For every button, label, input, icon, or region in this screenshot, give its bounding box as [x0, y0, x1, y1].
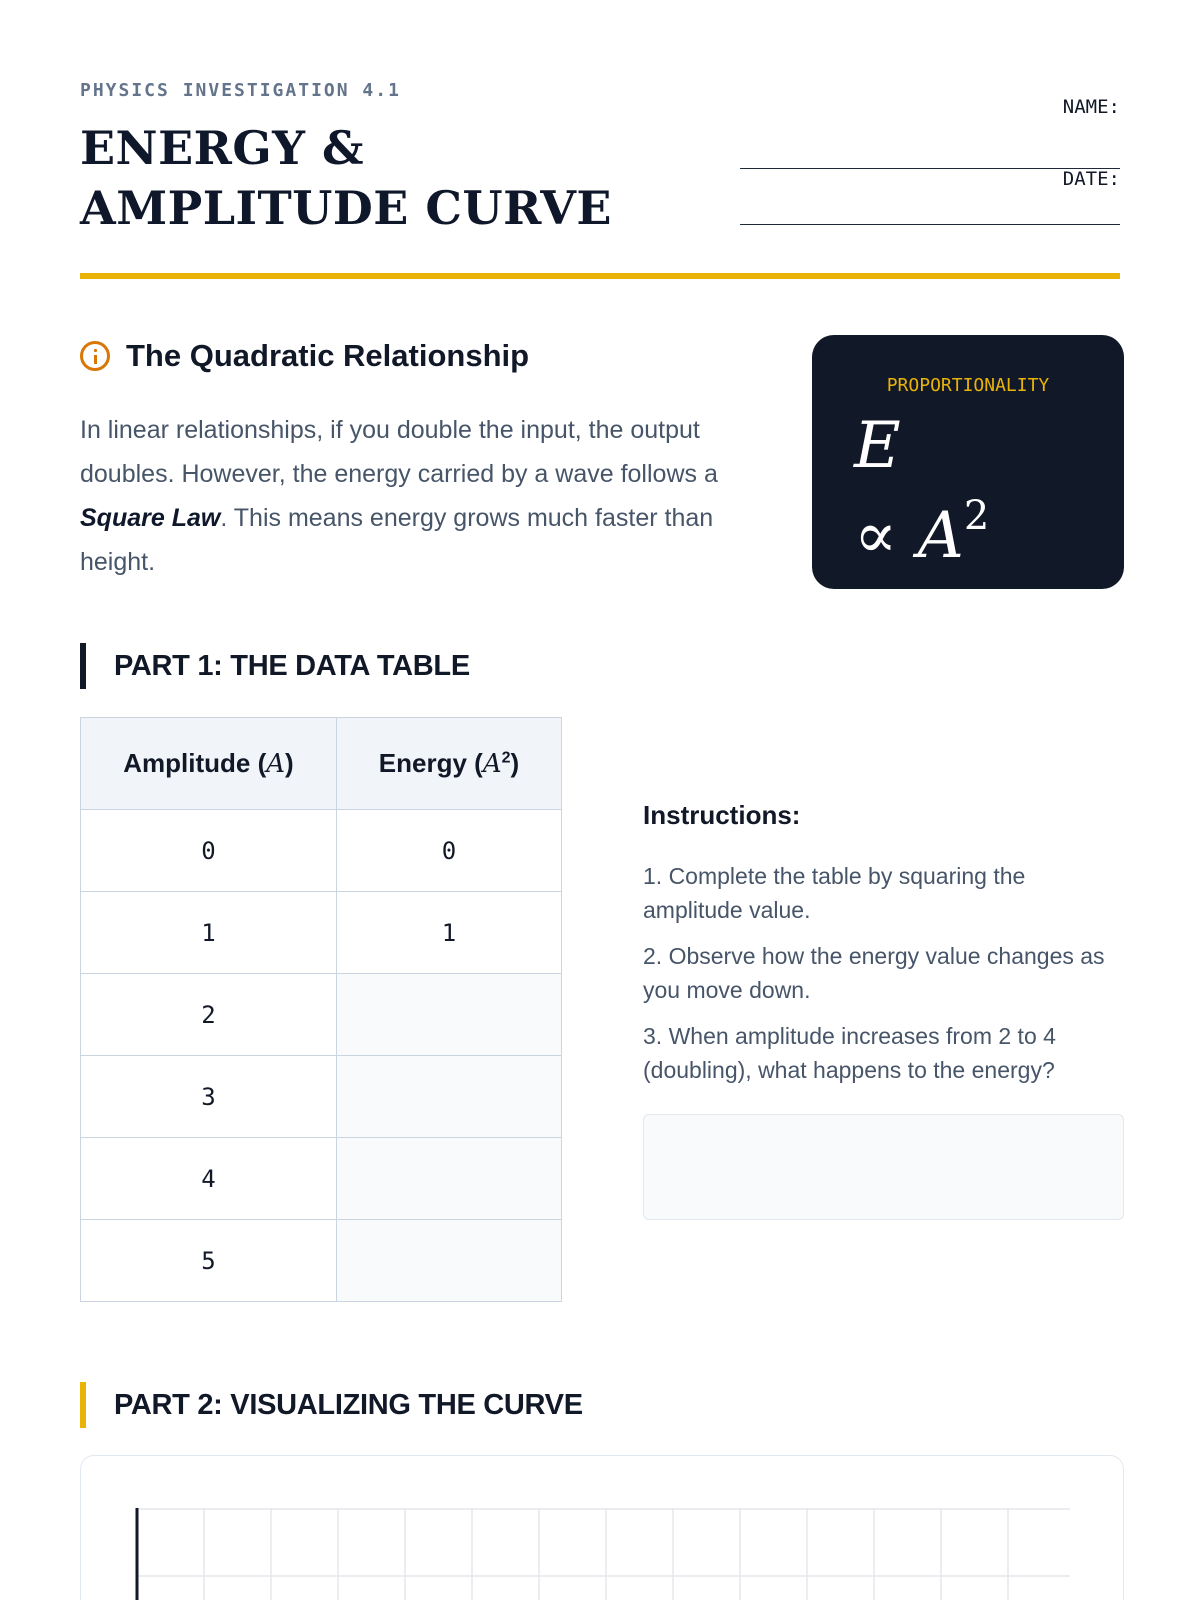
graph-grid[interactable] — [135, 1508, 1070, 1600]
table-row — [81, 974, 562, 1056]
date-field[interactable] — [740, 168, 1120, 224]
formula-proportional-symbol: ∝ — [854, 499, 898, 573]
part2-title: PART 2: VISUALIZING THE CURVE — [114, 1388, 583, 1421]
instructions-title: Instructions: — [643, 800, 801, 830]
energy-header-close: ) — [510, 748, 520, 778]
part2-heading — [80, 1382, 583, 1428]
page-title: ENERGY & AMPLITUDE CURVE — [80, 121, 612, 235]
intro-text-end: . This means energy grows much faster than height. — [80, 504, 714, 576]
intro-emphasis: Square Law — [80, 504, 221, 532]
name-label: NAME: — [1062, 96, 1120, 118]
table-row — [81, 1056, 562, 1138]
instructions-panel — [643, 800, 1123, 1099]
energy-header-exp: 2 — [501, 749, 511, 767]
intro-title: The Quadratic Relationship — [126, 338, 530, 373]
investigation-kicker: PHYSICS INVESTIGATION 4.1 — [80, 80, 401, 101]
amplitude-cell: 4 — [81, 1138, 337, 1220]
table-row — [81, 1220, 562, 1302]
worksheet-header — [80, 80, 1120, 280]
proportionality-card — [812, 335, 1124, 589]
formula-amplitude: A — [917, 499, 964, 573]
data-table — [80, 717, 562, 1302]
table-row — [81, 810, 562, 892]
intro-text-start: In linear relationships, if you double the input, the output doubles. However, the energy carried by a wave follows a — [80, 416, 718, 488]
amplitude-cell: 1 — [81, 892, 337, 974]
answer-box[interactable] — [643, 1114, 1124, 1220]
energy-input-cell[interactable] — [337, 974, 562, 1056]
part2-bar — [80, 1382, 86, 1428]
date-label: DATE: — [1062, 168, 1120, 190]
amplitude-header-var: A — [266, 749, 286, 779]
energy-column-header — [337, 718, 562, 810]
energy-cell: 1 — [337, 892, 562, 974]
amplitude-cell: 3 — [81, 1056, 337, 1138]
amplitude-header-text: Amplitude ( — [123, 748, 267, 778]
table-row — [81, 892, 562, 974]
part1-heading — [80, 643, 470, 689]
energy-header-var: A — [482, 749, 502, 779]
energy-input-cell[interactable] — [337, 1220, 562, 1302]
proportionality-formula — [854, 411, 989, 571]
energy-header-text: Energy ( — [378, 748, 483, 778]
amplitude-cell: 0 — [81, 810, 337, 892]
energy-input-cell[interactable] — [337, 1138, 562, 1220]
proportionality-label: PROPORTIONALITY — [886, 375, 1050, 396]
intro-paragraph — [80, 408, 720, 584]
energy-cell: 0 — [337, 810, 562, 892]
table-row — [81, 1138, 562, 1220]
grid-lines — [137, 1508, 1070, 1600]
instruction-step: 1. Complete the table by squaring the amplitude value. — [643, 863, 1026, 923]
formula-exponent: 2 — [963, 493, 990, 539]
name-field[interactable] — [740, 96, 1120, 152]
amplitude-header-close: ) — [285, 748, 294, 778]
date-line — [740, 224, 1120, 225]
part1-title: PART 1: THE DATA TABLE — [114, 649, 470, 682]
instruction-step: 2. Observe how the energy value changes as you move down. — [643, 943, 1105, 1003]
header-divider — [80, 273, 1120, 279]
instruction-step: 3. When amplitude increases from 2 to 4 (doubling), what happens to the energy? — [643, 1023, 1056, 1083]
part1-bar — [80, 643, 86, 689]
intro-heading — [80, 338, 529, 374]
table-header-row — [81, 718, 562, 810]
amplitude-cell: 2 — [81, 974, 337, 1056]
info-icon — [80, 341, 110, 371]
amplitude-cell: 5 — [81, 1220, 337, 1302]
formula-energy: E — [854, 409, 901, 483]
amplitude-column-header — [81, 718, 337, 810]
energy-input-cell[interactable] — [337, 1056, 562, 1138]
